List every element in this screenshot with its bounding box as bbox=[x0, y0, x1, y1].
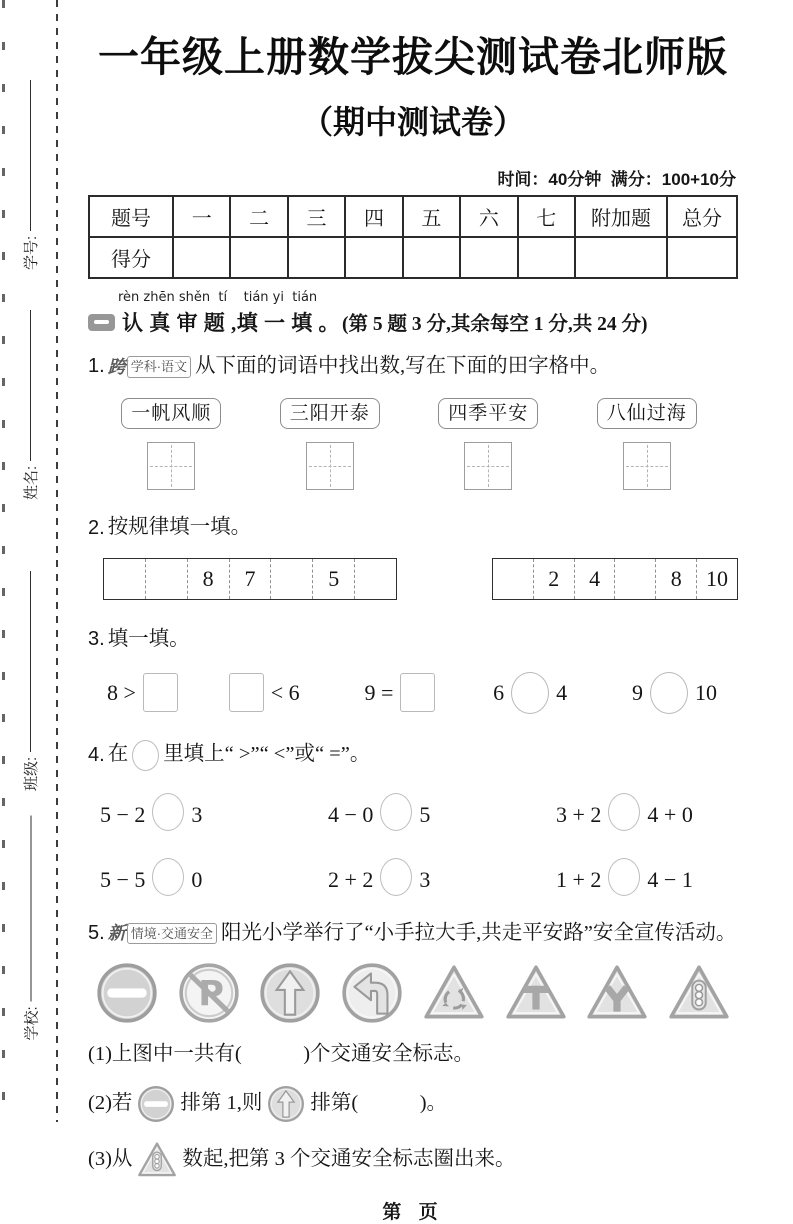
section-title: 认 真 审 题 ,填 一 填 。 bbox=[122, 311, 340, 335]
page-edge-dashes bbox=[2, 0, 5, 1122]
fill-in-post: 10 bbox=[694, 679, 717, 705]
student-number-line bbox=[30, 80, 31, 231]
pattern-blank-cell bbox=[270, 559, 312, 599]
score-empty-cell bbox=[667, 237, 737, 278]
question-5-sub-1 bbox=[88, 1041, 738, 1069]
score-empty-cell bbox=[230, 237, 287, 278]
pattern-blank-cell bbox=[354, 559, 396, 599]
question-5 bbox=[88, 920, 738, 1181]
expression-right: 3 bbox=[191, 801, 203, 827]
expression-left: 1 + 2 bbox=[556, 866, 602, 892]
pattern-cell: 8 bbox=[187, 559, 229, 599]
expression-right: 3 bbox=[419, 866, 431, 892]
traffic-light-icon bbox=[136, 1139, 178, 1181]
cross-subject-tag-label: 学科·语文 bbox=[127, 356, 191, 378]
score-table-score-row bbox=[89, 237, 737, 278]
expression-left: 3 + 2 bbox=[556, 801, 602, 827]
question-4-text-before: 在 bbox=[107, 743, 129, 766]
question-5-text: 阳光小学举行了“小手拉大手,共走平安路”安全宣传活动。 bbox=[221, 921, 737, 944]
straight-ahead-icon bbox=[257, 960, 323, 1026]
compare-circle bbox=[608, 858, 640, 896]
score-header-label: 题号 bbox=[89, 196, 173, 237]
idiom-column bbox=[568, 398, 727, 430]
no-entry-icon bbox=[94, 960, 160, 1026]
score-column-header: 二 bbox=[230, 196, 287, 237]
student-number-label: 学号: bbox=[22, 235, 40, 270]
fill-in-pre: 9 bbox=[631, 679, 643, 705]
page-number-footer: 第 页 bbox=[382, 1202, 444, 1223]
score-column-header: 附加题 bbox=[575, 196, 667, 237]
idiom-column bbox=[409, 398, 568, 430]
character-grid-row bbox=[88, 442, 738, 490]
expression-left: 4 − 0 bbox=[328, 801, 374, 827]
sub-2-mid: 排第 1,则 bbox=[180, 1092, 263, 1115]
answer-box bbox=[400, 673, 435, 712]
fill-in-item bbox=[625, 672, 724, 714]
comparison-grid bbox=[88, 793, 738, 896]
expression-left: 5 − 5 bbox=[100, 866, 146, 892]
fill-in-item bbox=[486, 672, 574, 714]
y-junction-icon bbox=[584, 960, 650, 1026]
score-empty-cell bbox=[403, 237, 460, 278]
score-empty-cell bbox=[575, 237, 667, 278]
paper-title: 一年级上册数学拔尖测试卷北师版 bbox=[98, 34, 728, 80]
sub-2-post: 排第( )。 bbox=[310, 1092, 448, 1115]
question-2-number: 2. bbox=[88, 516, 105, 539]
paper-content bbox=[88, 0, 738, 1224]
fill-in-row bbox=[88, 672, 738, 714]
school-field bbox=[18, 816, 44, 1041]
comparison-item bbox=[100, 858, 328, 896]
student-name-line bbox=[30, 310, 31, 461]
question-5-sub-3 bbox=[88, 1139, 738, 1181]
pattern-cell: 2 bbox=[533, 559, 574, 599]
answer-circle bbox=[650, 672, 688, 714]
time-score-info: 时间：40分钟 满分：100+10分 bbox=[497, 170, 736, 189]
sub-3-pre: (3)从 bbox=[88, 1148, 133, 1171]
idiom-column bbox=[92, 398, 251, 430]
sub-1-text: (1)上图中一共有( )个交通安全标志。 bbox=[88, 1043, 475, 1066]
character-grid bbox=[623, 442, 671, 490]
character-grid bbox=[306, 442, 354, 490]
score-empty-cell bbox=[345, 237, 402, 278]
fill-in-item bbox=[229, 673, 307, 712]
idiom-word: 一帆风顺 bbox=[121, 398, 221, 430]
idiom-column bbox=[251, 398, 410, 430]
roundabout-icon bbox=[421, 960, 487, 1026]
number-pattern-strip-1 bbox=[103, 558, 397, 600]
compare-circle bbox=[380, 858, 412, 896]
idiom-word: 四季平安 bbox=[438, 398, 538, 430]
grid-column bbox=[92, 442, 251, 490]
score-table-header-row bbox=[89, 196, 737, 237]
fill-in-item bbox=[357, 673, 435, 712]
question-1-text: 从下面的词语中找出数,写在下面的田字格中。 bbox=[195, 355, 611, 377]
number-pattern-strip-2 bbox=[492, 558, 738, 600]
class-label: 班级: bbox=[22, 756, 40, 791]
new-context-tag bbox=[108, 921, 217, 945]
section-pinyin: rèn zhēn shěn tí tián yi tián bbox=[118, 290, 318, 305]
comparison-item bbox=[556, 793, 738, 831]
compare-circle-example bbox=[132, 740, 159, 771]
comparison-item bbox=[328, 793, 556, 831]
fill-in-pre: 9 = bbox=[364, 679, 394, 705]
question-2-text: 按规律填一填。 bbox=[107, 516, 252, 539]
question-5-number: 5. bbox=[88, 921, 105, 944]
compare-circle bbox=[608, 793, 640, 831]
no-entry-icon bbox=[136, 1084, 176, 1124]
score-empty-cell bbox=[518, 237, 575, 278]
comparison-item bbox=[328, 858, 556, 896]
grid-column bbox=[409, 442, 568, 490]
class-field bbox=[17, 571, 43, 791]
student-number-field bbox=[17, 80, 43, 270]
new-context-tag-label: 情境·交通安全 bbox=[127, 923, 217, 945]
question-2 bbox=[88, 514, 738, 600]
compare-circle bbox=[152, 793, 184, 831]
expression-left: 2 + 2 bbox=[328, 866, 374, 892]
cross-subject-tag-prefix: 跨 bbox=[107, 356, 126, 377]
score-column-header: 总分 bbox=[667, 196, 737, 237]
question-4-text-after: 里填上“ >”“ <”或“ =”。 bbox=[163, 743, 371, 766]
pattern-blank-cell bbox=[614, 559, 655, 599]
binding-fold-line bbox=[56, 0, 58, 1122]
compare-circle bbox=[380, 793, 412, 831]
idiom-word-row bbox=[88, 398, 738, 430]
score-table bbox=[88, 195, 738, 279]
grid-column bbox=[568, 442, 727, 490]
fill-in-post: 4 bbox=[556, 679, 568, 705]
question-1 bbox=[88, 353, 738, 490]
school-label: 学校: bbox=[23, 1006, 40, 1041]
straight-ahead-icon bbox=[266, 1084, 306, 1124]
question-3-text: 填一填。 bbox=[107, 627, 190, 650]
expression-right: 4 − 1 bbox=[647, 866, 693, 892]
sub-3-post: 数起,把第 3 个交通安全标志圈出来。 bbox=[182, 1148, 516, 1171]
answer-box bbox=[229, 673, 264, 712]
student-name-label: 姓名: bbox=[22, 465, 40, 500]
grid-column bbox=[251, 442, 410, 490]
score-column-header: 七 bbox=[518, 196, 575, 237]
expression-right: 4 + 0 bbox=[647, 801, 693, 827]
answer-box bbox=[143, 673, 178, 712]
no-parking-icon bbox=[176, 960, 242, 1026]
score-empty-cell bbox=[460, 237, 517, 278]
question-5-sub-2 bbox=[88, 1084, 738, 1124]
section-score-note: (第 5 题 3 分,其余每空 1 分,共 24 分) bbox=[342, 314, 648, 335]
score-empty-cell bbox=[173, 237, 230, 278]
left-turn-icon bbox=[339, 960, 405, 1026]
pattern-cell: 5 bbox=[312, 559, 354, 599]
idiom-word: 三阳开泰 bbox=[280, 398, 380, 430]
cross-subject-tag bbox=[108, 355, 191, 379]
paper-subtitle: （期中测试卷） bbox=[300, 104, 525, 140]
compare-circle bbox=[152, 858, 184, 896]
pattern-cell: 10 bbox=[696, 559, 737, 599]
comparison-item bbox=[100, 793, 328, 831]
score-column-header: 一 bbox=[173, 196, 230, 237]
pattern-cell: 7 bbox=[229, 559, 271, 599]
idiom-word: 八仙过海 bbox=[597, 398, 697, 430]
question-4-number: 4. bbox=[88, 743, 105, 766]
pattern-blank-cell bbox=[145, 559, 187, 599]
fill-in-pre: 8 > bbox=[107, 679, 136, 705]
section-one bbox=[88, 291, 738, 337]
traffic-light-icon bbox=[666, 960, 732, 1026]
score-column-header: 六 bbox=[460, 196, 517, 237]
comparison-item bbox=[556, 858, 738, 896]
character-grid bbox=[464, 442, 512, 490]
sub-2-pre: (2)若 bbox=[88, 1092, 133, 1115]
expression-left: 5 − 2 bbox=[100, 801, 146, 827]
question-3 bbox=[88, 626, 738, 714]
pattern-cell: 8 bbox=[655, 559, 696, 599]
traffic-signs-row bbox=[88, 960, 738, 1026]
score-empty-cell bbox=[288, 237, 345, 278]
class-line bbox=[30, 571, 31, 752]
new-context-tag-prefix: 新 bbox=[107, 923, 126, 944]
answer-circle bbox=[511, 672, 549, 714]
expression-right: 5 bbox=[419, 801, 431, 827]
character-grid bbox=[147, 442, 195, 490]
fill-in-post: < 6 bbox=[270, 679, 300, 705]
fill-in-item bbox=[100, 673, 178, 712]
score-row-label: 得分 bbox=[89, 237, 173, 278]
student-name-field bbox=[17, 310, 43, 500]
pattern-cell: 4 bbox=[574, 559, 615, 599]
school-line bbox=[30, 816, 31, 1002]
pattern-blank-cell bbox=[493, 559, 533, 599]
expression-right: 0 bbox=[191, 866, 203, 892]
section-number-badge-icon bbox=[88, 314, 115, 331]
score-column-header: 五 bbox=[403, 196, 460, 237]
pattern-blank-cell bbox=[104, 559, 145, 599]
t-junction-icon bbox=[503, 960, 569, 1026]
question-1-number: 1. bbox=[88, 355, 105, 378]
score-column-header: 四 bbox=[345, 196, 402, 237]
score-column-header: 三 bbox=[288, 196, 345, 237]
question-3-number: 3. bbox=[88, 628, 105, 651]
question-4 bbox=[88, 740, 738, 896]
fill-in-pre: 6 bbox=[493, 679, 505, 705]
